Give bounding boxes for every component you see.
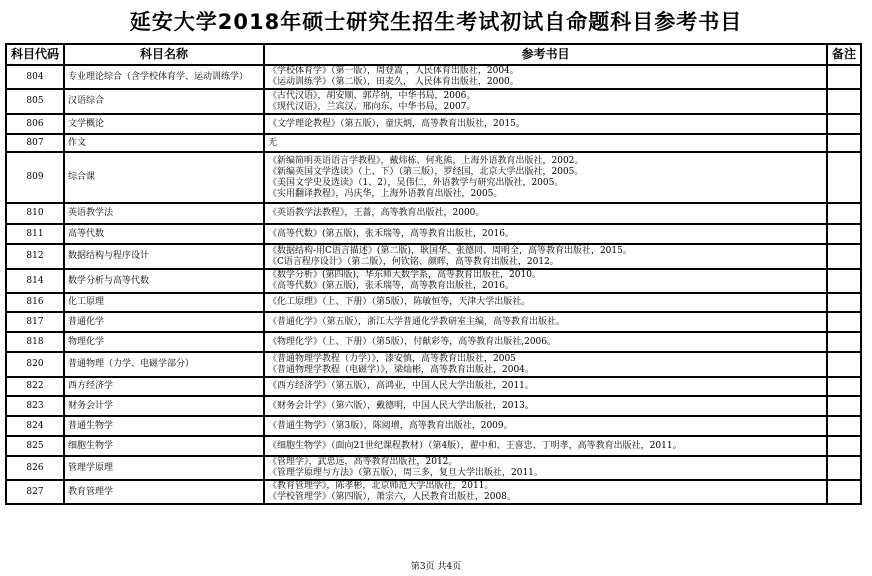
reference-books [264, 65, 827, 89]
subject-code: 807 [6, 134, 64, 152]
subject-name: 高等代数 [64, 224, 264, 244]
document-title: 延安大学2018年硕士研究生招生考试初试自命题科目参考书目 [129, 10, 743, 34]
remarks [827, 332, 861, 352]
subject-name: 普通化学 [64, 312, 264, 332]
reference-books [264, 244, 827, 269]
subject-code: 825 [6, 436, 64, 456]
table-row [6, 89, 861, 114]
remarks [827, 416, 861, 436]
subject-name: 作文 [64, 134, 264, 152]
page-footer: 第3页 共4页 [410, 562, 462, 572]
reference-books [264, 224, 827, 244]
subject-name: 专业理论综合（含学校体育学、运动训练学） [64, 65, 264, 89]
table-row [6, 114, 861, 134]
subject-name: 综合课 [64, 152, 264, 203]
remarks [827, 436, 861, 456]
remarks [827, 293, 861, 312]
remarks [827, 396, 861, 416]
subject-code: 806 [6, 114, 64, 134]
reference-books [264, 312, 827, 332]
reference-books [264, 416, 827, 436]
subject-name: 数学分析与高等代数 [64, 269, 264, 293]
table-row [6, 377, 861, 396]
subject-name: 西方经济学 [64, 377, 264, 396]
reference-book-entry: 《细胞生物学》（面向21世纪课程教材）（第4版），翟中和、王喜忠、丁明孝，高等教育出版社，2011。 [268, 440, 682, 451]
reference-book-entry: 《数据结构-用C语言描述》(第二版)，耿国华、张德同、周明全，高等教育出版社，2015。 [268, 245, 632, 256]
remarks [827, 269, 861, 293]
table-row [6, 224, 861, 244]
reference-book-entry: 《化工原理》（上、下册）（第5版），陈敏恒等，天津大学出版社。 [268, 297, 531, 307]
reference-books-table [5, 43, 862, 505]
reference-book-entry: 《普通化学》（第五版），浙江大学普通化学教研室主编，高等教育出版社。 [268, 316, 566, 327]
table-row [6, 480, 861, 504]
reference-book-entry: 《学校体育学》（第一版），周登嵩 ，人民体育出版社，2004。 [268, 66, 519, 76]
table-row [6, 134, 861, 152]
table-row [6, 244, 861, 269]
reference-book-entry: 《高等代数》(第五版)，张禾瑞等，高等教育出版社，2016。 [268, 281, 514, 291]
table-row [6, 152, 861, 203]
remarks [827, 89, 861, 114]
subject-code: 811 [6, 224, 64, 244]
table-header-row [6, 44, 861, 65]
reference-book-entry: 《文学理论教程》（第五版），童庆炳，高等教育出版社，2015。 [268, 118, 525, 129]
table-row [6, 436, 861, 456]
table-row [6, 396, 861, 416]
table-row [6, 416, 861, 436]
reference-books [264, 269, 827, 293]
remarks [827, 377, 861, 396]
subject-code: 809 [6, 152, 64, 203]
reference-book-entry: 《数学分析》(第四版)，华东师大数学系，高等教育出版社，2010。 [268, 270, 541, 280]
reference-book-entry: 《物理化学》（上、下册）（第5版），付献彩等，高等教育出版社,2006。 [268, 336, 556, 347]
subject-code: 820 [6, 352, 64, 377]
reference-books [264, 203, 827, 224]
subject-code: 805 [6, 89, 64, 114]
subject-name: 化工原理 [64, 293, 264, 312]
subject-name: 数据结构与程序设计 [64, 244, 264, 269]
remarks [827, 352, 861, 377]
remarks [827, 134, 861, 152]
subject-name: 财务会计学 [64, 396, 264, 416]
reference-books [264, 152, 827, 203]
table-row [6, 332, 861, 352]
subject-code: 827 [6, 480, 64, 504]
subject-name: 物理化学 [64, 332, 264, 352]
table-row [6, 312, 861, 332]
reference-book-entry: 《财务会计学》（第六版），戴德明，中国人民大学出版社，2013。 [268, 400, 534, 411]
reference-books [264, 332, 827, 352]
reference-books [264, 377, 827, 396]
reference-book-entry: 《管理学》，武忠远，高等教育出版社，2012。 [268, 457, 458, 467]
reference-book-entry: 《英语教学法教程》，王蔷，高等教育出版社，2000。 [268, 208, 485, 218]
subject-code: 810 [6, 203, 64, 224]
remarks [827, 65, 861, 89]
reference-book-entry: 《现代汉语》，兰宾汉、邢向东，中华书局，2007。 [268, 101, 476, 112]
reference-books [264, 134, 827, 152]
table-row [6, 269, 861, 293]
reference-book-entry: 《普通生物学》（第3版），陈阅增，高等教育出版社，2009。 [268, 420, 513, 431]
subject-code: 814 [6, 269, 64, 293]
reference-books [264, 352, 827, 377]
reference-books [264, 89, 827, 114]
subject-name: 汉语综合 [64, 89, 264, 114]
reference-book-entry: 《美国文学史及选读》（1、2），吴伟仁，外语教学与研究出版社，2005。 [268, 177, 564, 188]
subject-name: 细胞生物学 [64, 436, 264, 456]
header-references: 参考书目 [264, 44, 827, 65]
reference-book-entry: 《运动训练学》（第二版），田麦久， 人民体育出版社，2000。 [268, 77, 519, 87]
reference-book-entry: 《普通物理学教程（电磁学）》，梁灿彬，高等教育出版社，2004。 [268, 364, 534, 375]
header-subject-name: 科目名称 [64, 44, 264, 65]
subject-code: 824 [6, 416, 64, 436]
table-row [6, 203, 861, 224]
reference-books [264, 396, 827, 416]
subject-code: 818 [6, 332, 64, 352]
reference-books [264, 114, 827, 134]
reference-book-entry: 《新编简明英语语言学教程》，戴炜栋、何兆熊，上海外语教育出版社，2002。 [268, 155, 584, 166]
reference-books [264, 480, 827, 504]
remarks [827, 224, 861, 244]
subject-code: 826 [6, 456, 64, 480]
subject-code: 823 [6, 396, 64, 416]
remarks [827, 456, 861, 480]
reference-book-entry: 《古代汉语》，胡安顺、郭芹纳，中华书局，2006。 [268, 90, 476, 101]
reference-books [264, 293, 827, 312]
reference-book-entry: 《西方经济学》（第五版），高鸿业，中国人民大学出版社，2011。 [268, 381, 534, 391]
reference-book-entry: 《高等代数》(第五版)，张禾瑞等，高等教育出版社，2016。 [268, 228, 514, 239]
reference-book-entry: 《C语言程序设计》（第二版），何钦铭、颜晖，高等教育出版社，2012。 [268, 256, 559, 267]
subject-code: 812 [6, 244, 64, 269]
remarks [827, 244, 861, 269]
subject-code: 822 [6, 377, 64, 396]
remarks [827, 312, 861, 332]
table-row [6, 456, 861, 480]
reference-book-entry: 《新编英国文学选读》（上、下）（第三版），罗经国，北京大学出版社，2005。 [268, 166, 584, 177]
subject-name: 管理学原理 [64, 456, 264, 480]
subject-name: 教育管理学 [64, 480, 264, 504]
reference-books [264, 436, 827, 456]
subject-code: 804 [6, 65, 64, 89]
subject-code: 817 [6, 312, 64, 332]
reference-book-entry: 《管理学原理与方法》（第五版），周三多，复旦大学出版社，2011。 [268, 468, 543, 478]
remarks [827, 114, 861, 134]
reference-book-entry: 《教育管理学》，陈孝彬，北京师范大学出版社，2011。 [268, 481, 494, 491]
reference-books [264, 456, 827, 480]
subject-name: 文学概论 [64, 114, 264, 134]
subject-name: 普通生物学 [64, 416, 264, 436]
reference-book-entry: 无 [268, 137, 278, 148]
header-remarks: 备注 [827, 44, 861, 65]
reference-book-entry: 《实用翻译教程》，冯庆华，上海外语教育出版社，2005。 [268, 188, 503, 199]
header-subject-code: 科目代码 [6, 44, 64, 65]
reference-book-entry: 《普通物理学教程（力学）》，漆安慎，高等教育出版社，2005 [268, 353, 516, 364]
table-body [6, 65, 861, 504]
reference-book-entry: 《学校管理学》（第四版），萧宗六，人民教育出版社，2008。 [268, 492, 516, 502]
table-row [6, 352, 861, 377]
remarks [827, 152, 861, 203]
subject-name: 普通物理（力学、电磁学部分） [64, 352, 264, 377]
remarks [827, 203, 861, 224]
remarks [827, 480, 861, 504]
table-row [6, 293, 861, 312]
subject-code: 816 [6, 293, 64, 312]
table-row [6, 65, 861, 89]
subject-name: 英语教学法 [64, 203, 264, 224]
